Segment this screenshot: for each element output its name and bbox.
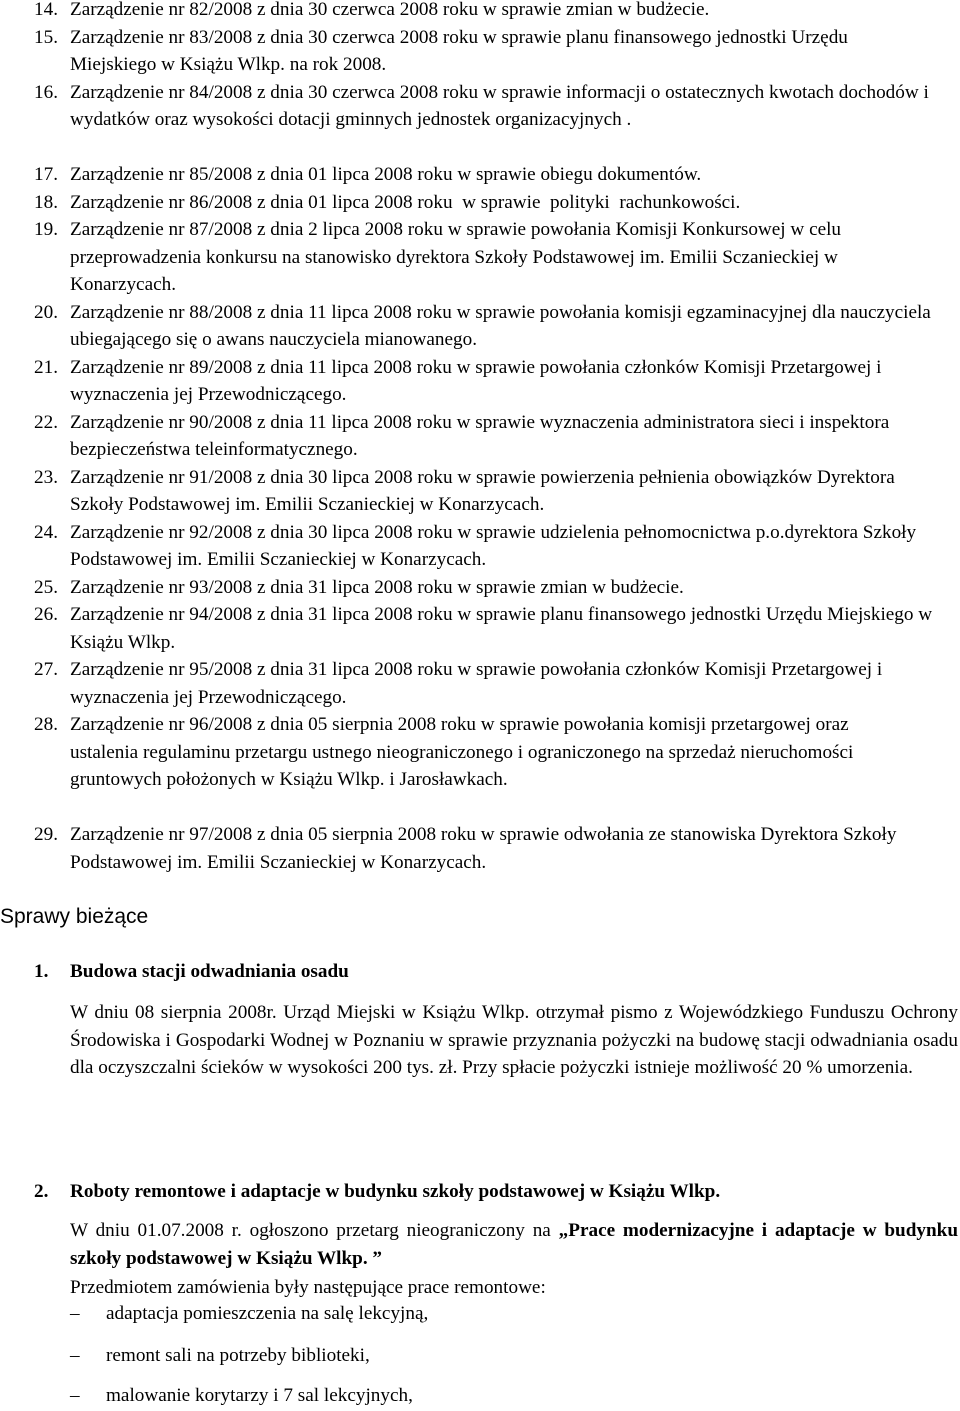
list-item [0,464,960,519]
item-number: 16. [34,81,58,103]
item-number: 25. [34,576,58,598]
item-text: Zarządzenie nr 92/2008 z dnia 30 lipca 2008 roku w sprawie udzielenia pełnomocnictwa p.o.dyrektora Szkoły Podstawowej im. Emilii Sczanieckiej w Konarzycach. [70,521,917,570]
list-item [0,601,960,656]
item-text: Zarządzenie nr 88/2008 z dnia 11 lipca 2008 roku w sprawie powołania komisji egzaminacyjnej dla nauczyciela ubiegającego się o awans nauczyciela mianowanego. [70,301,931,350]
item-text: Zarządzenie nr 97/2008 z dnia 05 sierpnia 2008 roku w sprawie odwołania ze stanowiska Dyrektora Szkoły Podstawowej im. Emilii Sczanieckiej w Konarzycach. [70,824,897,873]
bullet-item [70,1300,428,1327]
list-item [0,0,960,24]
dash-icon: – [70,1345,80,1366]
list-item [0,189,960,217]
list-item [0,216,960,299]
item-text: Zarządzenie nr 87/2008 z dnia 2 lipca 2008 roku w sprawie powołania Komisji Konkursowej w celu przeprowadzenia konkursu na stanowisko dyrektora Szkoły Podstawowej im. Emilii Sczanieckiej w Konarzycach. [70,219,842,295]
item-number: 23. [34,466,58,488]
list-item [0,519,960,574]
item-number: 19. [34,219,58,240]
paragraph-lead: W dniu 01.07.2008 r. ogłoszono przetarg nieograniczony na [70,1220,559,1241]
subsection-1-paragraph: W dniu 08 sierpnia 2008r. Urząd Miejski w Książu Wlkp. otrzymał pismo z Wojewódzkiego Funduszu Ochrony Środowiska i Gospodarki Wodnej w Poznaniu w sprawie przyznania pożyczki na budowę stacji odwadniania osadu dla oczyszczalni ścieków w wysokości 200 tys. zł. Przy spłacie pożyczki istnieje możliwość 20 % umorzenia. [70,1002,958,1078]
bullet-item [70,1342,370,1369]
subsection-number: 2. [34,1181,49,1202]
item-number: 15. [34,26,58,48]
dash-icon: – [70,1385,80,1406]
subsection-number: 1. [34,961,49,982]
list-item [0,161,960,189]
item-text: Zarządzenie nr 93/2008 z dnia 31 lipca 2008 roku w sprawie zmian w budżecie. [70,576,684,598]
dash-icon: – [70,1303,80,1324]
item-text: Zarządzenie nr 96/2008 z dnia 05 sierpnia 2008 roku w sprawie powołania komisji przetargowej oraz ustalenia regulaminu przetargu ustnego nieograniczonego i ograniczonego na sprzedaż nieruchomości gruntowych położonych w Książu Wlkp. i Jarosławkach. [70,714,854,790]
list-item [0,711,960,821]
subsection-2-paragraph-2: Przedmiotem zamówienia były następujące prace remontowe: [70,1277,546,1298]
bullet-item [70,1382,413,1409]
list-item [0,821,960,876]
item-number: 27. [34,659,58,680]
item-text: Zarządzenie nr 90/2008 z dnia 11 lipca 2008 roku w sprawie wyznaczenia administratora sieci i inspektora bezpieczeństwa teleinformatycznego. [70,411,890,460]
subsection-1-heading [34,958,349,985]
item-text: Zarządzenie nr 84/2008 z dnia 30 czerwca 2008 roku w sprawie informacji o ostatecznych kwotach dochodów i wydatków oraz wysokości dotacji gminnych jednostek organizacyjnych . [70,81,929,130]
item-number: 22. [34,411,58,433]
item-text: Zarządzenie nr 89/2008 z dnia 11 lipca 2008 roku w sprawie powołania członków Komisji Przetargowej i wyznaczenia jej Przewodniczącego. [70,356,882,405]
item-number: 26. [34,604,58,625]
list-item [0,354,960,409]
item-text: Zarządzenie nr 94/2008 z dnia 31 lipca 2008 roku w sprawie planu finansowego jednostki Urzędu Miejskiego w Książu Wlkp. [70,604,933,653]
item-number: 20. [34,301,58,323]
item-number: 17. [34,164,58,185]
bullet-text: malowanie korytarzy i 7 sal lekcyjnych, [106,1385,413,1406]
subsection-2-heading [34,1178,720,1205]
item-number: 28. [34,714,58,735]
item-text: Zarządzenie nr 82/2008 z dnia 30 czerwca 2008 roku w sprawie zmian w budżecie. [70,0,710,20]
item-text: Zarządzenie nr 83/2008 z dnia 30 czerwca 2008 roku w sprawie planu finansowego jednostki Urzędu Miejskiego w Książu Wlkp. na rok 2008. [70,26,848,75]
item-text: Zarządzenie nr 91/2008 z dnia 30 lipca 2008 roku w sprawie powierzenia pełnienia obowiązków Dyrektora Szkoły Podstawowej im. Emilii Sczanieckiej w Konarzycach. [70,466,895,515]
item-number: 29. [34,824,58,845]
item-number: 14. [34,0,58,20]
tender-title: „Prace modernizacyjne i adaptacje w budynku szkoły podstawowej w Książu Wlkp. ” [70,1220,959,1269]
bullet-text: remont sali na potrzeby biblioteki, [106,1345,370,1366]
subsection-2-paragraph [70,1217,958,1272]
list-item [0,656,960,711]
list-item [0,409,960,464]
subsection-title: Budowa stacji odwadniania osadu [70,961,349,982]
section-heading: Sprawy bieżące [0,905,149,928]
item-number: 24. [34,521,58,543]
list-item [0,79,960,162]
item-number: 18. [34,191,58,213]
list-item [0,574,960,602]
item-text: Zarządzenie nr 85/2008 z dnia 01 lipca 2008 roku w sprawie obiegu dokumentów. [70,164,702,185]
subsection-title: Roboty remontowe i adaptacje w budynku szkoły podstawowej w Książu Wlkp. [70,1181,721,1202]
list-item [0,299,960,354]
bullet-text: adaptacja pomieszczenia na salę lekcyjną, [106,1303,429,1324]
item-text: Zarządzenie nr 95/2008 z dnia 31 lipca 2008 roku w sprawie powołania członków Komisji Przetargowej i wyznaczenia jej Przewodniczącego. [70,659,883,708]
list-item [0,24,960,79]
item-number: 21. [34,356,58,378]
item-text: Zarządzenie nr 86/2008 z dnia 01 lipca 2008 roku w sprawie polityki rachunkowości. [70,191,741,213]
